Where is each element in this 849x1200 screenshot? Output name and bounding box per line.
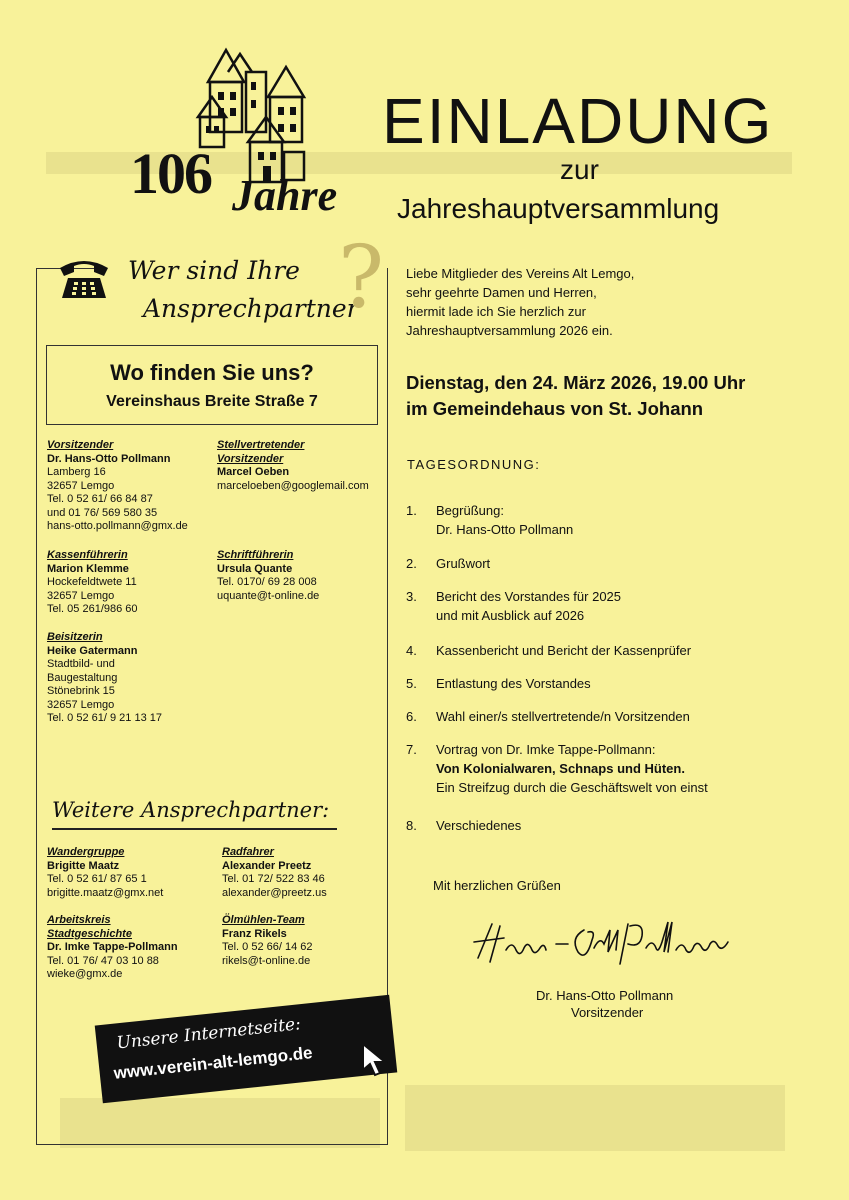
contact-secretary	[217, 549, 319, 603]
contact-vice-chairman	[217, 439, 369, 493]
signer-name: Dr. Hans-Otto Pollmann	[536, 988, 674, 1003]
website-link[interactable]: www.verein-alt-lemgo.de	[112, 1043, 314, 1083]
subtitle: Jahreshauptversammlung	[397, 193, 720, 224]
agenda-text: Entlastung des Vorstandes	[436, 676, 591, 691]
contact-line: Tel. 01 76/ 47 03 10 88	[47, 954, 159, 967]
location-title: Wo finden Sie uns?	[110, 360, 314, 385]
agenda-number: 7.	[406, 742, 417, 757]
agenda-text: Ein Streifzug durch die Geschäftswelt von einst	[436, 780, 708, 795]
contact-role: Radfahrer	[222, 846, 274, 858]
contact-name: Heike Gatermann	[47, 644, 138, 657]
contact-email[interactable]: rikels@t-online.de	[222, 954, 311, 967]
heading-underline	[52, 828, 337, 830]
contact-name: Franz Rikels	[222, 927, 287, 940]
contact-chairman	[47, 439, 188, 534]
agenda-number: 1.	[406, 503, 417, 518]
agenda-text: und mit Ausblick auf 2026	[436, 608, 585, 623]
contact-name: Brigitte Maatz	[47, 859, 120, 872]
lecture-title: Von Kolonialwaren, Schnaps und Hüten.	[436, 761, 685, 776]
contact-oil-mill-team	[222, 914, 313, 968]
page-title: EINLADUNG	[382, 85, 774, 157]
meeting-date: Dienstag, den 24. März 2026, 19.00 Uhr	[406, 372, 746, 393]
contact-email[interactable]: uquante@t-online.de	[217, 589, 320, 602]
contact-email[interactable]: alexander@preetz.us	[222, 886, 327, 899]
contact-role: Stadtgeschichte	[47, 927, 132, 940]
contact-line: und 01 76/ 569 580 35	[47, 506, 158, 519]
contact-line: Tel. 0 52 61/ 9 21 13 17	[47, 712, 162, 724]
contact-email[interactable]: hans-otto.pollmann@gmx.de	[47, 520, 188, 532]
contact-name: Alexander Preetz	[222, 859, 312, 872]
agenda-number: 8.	[406, 818, 417, 833]
closing-text: Mit herzlichen Grüßen	[433, 878, 561, 893]
contact-role: Vorsitzender	[217, 452, 284, 465]
agenda-text: Grußwort	[436, 556, 491, 571]
contact-treasurer	[47, 549, 138, 617]
greeting-line: Jahreshauptversammlung 2026 ein.	[406, 323, 613, 338]
contact-role: Stellvertretender	[217, 439, 305, 451]
contact-role: Vorsitzender	[47, 439, 114, 451]
location-box	[46, 345, 378, 425]
contact-line: 32657 Lemgo	[47, 479, 115, 492]
agenda-text: Kassenbericht und Bericht der Kassenprüfer	[436, 643, 692, 658]
contact-line: 32657 Lemgo	[47, 698, 115, 711]
contact-assessor	[47, 631, 162, 726]
contact-name: Ursula Quante	[217, 562, 293, 575]
greeting-line: Liebe Mitglieder des Vereins Alt Lemgo,	[406, 266, 635, 281]
contact-line: Tel. 0 52 61/ 87 65 1	[47, 873, 147, 885]
anniversary-word: Jahre	[232, 171, 338, 220]
telephone-icon	[56, 254, 112, 302]
agenda-heading: TAGESORDNUNG:	[407, 457, 541, 472]
location-address: Vereinshaus Breite Straße 7	[106, 393, 318, 410]
agenda-number: 5.	[406, 676, 417, 691]
meeting-location: im Gemeindehaus von St. Johann	[406, 398, 704, 419]
contact-role: Arbeitskreis	[47, 914, 111, 926]
signer-role: Vorsitzender	[571, 1005, 644, 1020]
question-mark-icon: ?	[338, 228, 385, 328]
contact-role: Kassenführerin	[47, 549, 128, 561]
further-contacts-heading: Weitere Ansprechpartner:	[52, 798, 330, 822]
contact-line: Lamberg 16	[47, 466, 106, 478]
anniversary-number: 106	[130, 141, 211, 206]
agenda-text: Dr. Hans-Otto Pollmann	[436, 522, 574, 537]
contact-line: Tel. 0 52 66/ 14 62	[222, 941, 313, 953]
greeting-line: hiermit lade ich Sie herzlich zur	[406, 304, 586, 319]
agenda-text: Vortrag von Dr. Imke Tappe-Pollmann:	[436, 742, 656, 757]
contact-history-group	[47, 914, 178, 982]
contact-line: Tel. 05 261/986 60	[47, 603, 138, 615]
contact-name: Marcel Oeben	[217, 466, 290, 478]
contacts-heading-line1: Wer sind Ihre	[128, 256, 300, 285]
contact-name: Marion Klemme	[47, 562, 129, 575]
mouse-cursor-icon	[360, 1042, 390, 1078]
contact-line: Tel. 0 52 61/ 66 84 87	[47, 493, 153, 505]
contact-line: 32657 Lemgo	[47, 589, 115, 602]
contact-email[interactable]: brigitte.maatz@gmx.net	[47, 886, 164, 899]
contact-hiking-group	[47, 846, 163, 900]
meeting-info	[406, 370, 745, 422]
contact-role: Schriftführerin	[217, 549, 294, 561]
agenda-number: 4.	[406, 643, 417, 658]
agenda-text: Wahl einer/s stellvertretende/n Vorsitzenden	[436, 709, 690, 724]
subtitle-zur: zur	[560, 154, 599, 185]
agenda-number: 2.	[406, 556, 417, 571]
background-bleed	[405, 1085, 785, 1151]
contact-name: Dr. Imke Tappe-Pollmann	[47, 941, 178, 953]
contact-line: Baugestaltung	[47, 671, 118, 684]
contact-role: Ölmühlen-Team	[222, 914, 305, 926]
signature-image	[470, 918, 730, 968]
contact-line: Stadtbild- und	[47, 658, 115, 670]
contact-line: Hockefeldtwete 11	[47, 576, 137, 588]
website-label: Unsere Internetseite:	[115, 1014, 302, 1054]
agenda-text: Begrüßung:	[436, 503, 504, 518]
contact-email[interactable]: marceloeben@googlemail.com	[217, 479, 369, 492]
agenda-number: 6.	[406, 709, 417, 724]
agenda-text: Verschiedenes	[436, 818, 522, 833]
greeting-paragraph	[406, 264, 634, 340]
agenda-number: 3.	[406, 589, 417, 604]
contact-cyclists	[222, 846, 327, 900]
greeting-line: sehr geehrte Damen und Herren,	[406, 285, 597, 300]
contact-line: Tel. 0170/ 69 28 008	[217, 576, 317, 588]
contacts-heading-line2: Ansprechpartner	[143, 294, 359, 323]
contact-role: Wandergruppe	[47, 846, 125, 858]
contact-name: Dr. Hans-Otto Pollmann	[47, 452, 171, 465]
contact-role: Beisitzerin	[47, 631, 103, 643]
contact-line: Tel. 01 72/ 522 83 46	[222, 873, 325, 885]
agenda-text: Bericht des Vorstandes für 2025	[436, 589, 622, 604]
contact-line: Stönebrink 15	[47, 685, 115, 697]
contact-email[interactable]: wieke@gmx.de	[47, 968, 123, 980]
